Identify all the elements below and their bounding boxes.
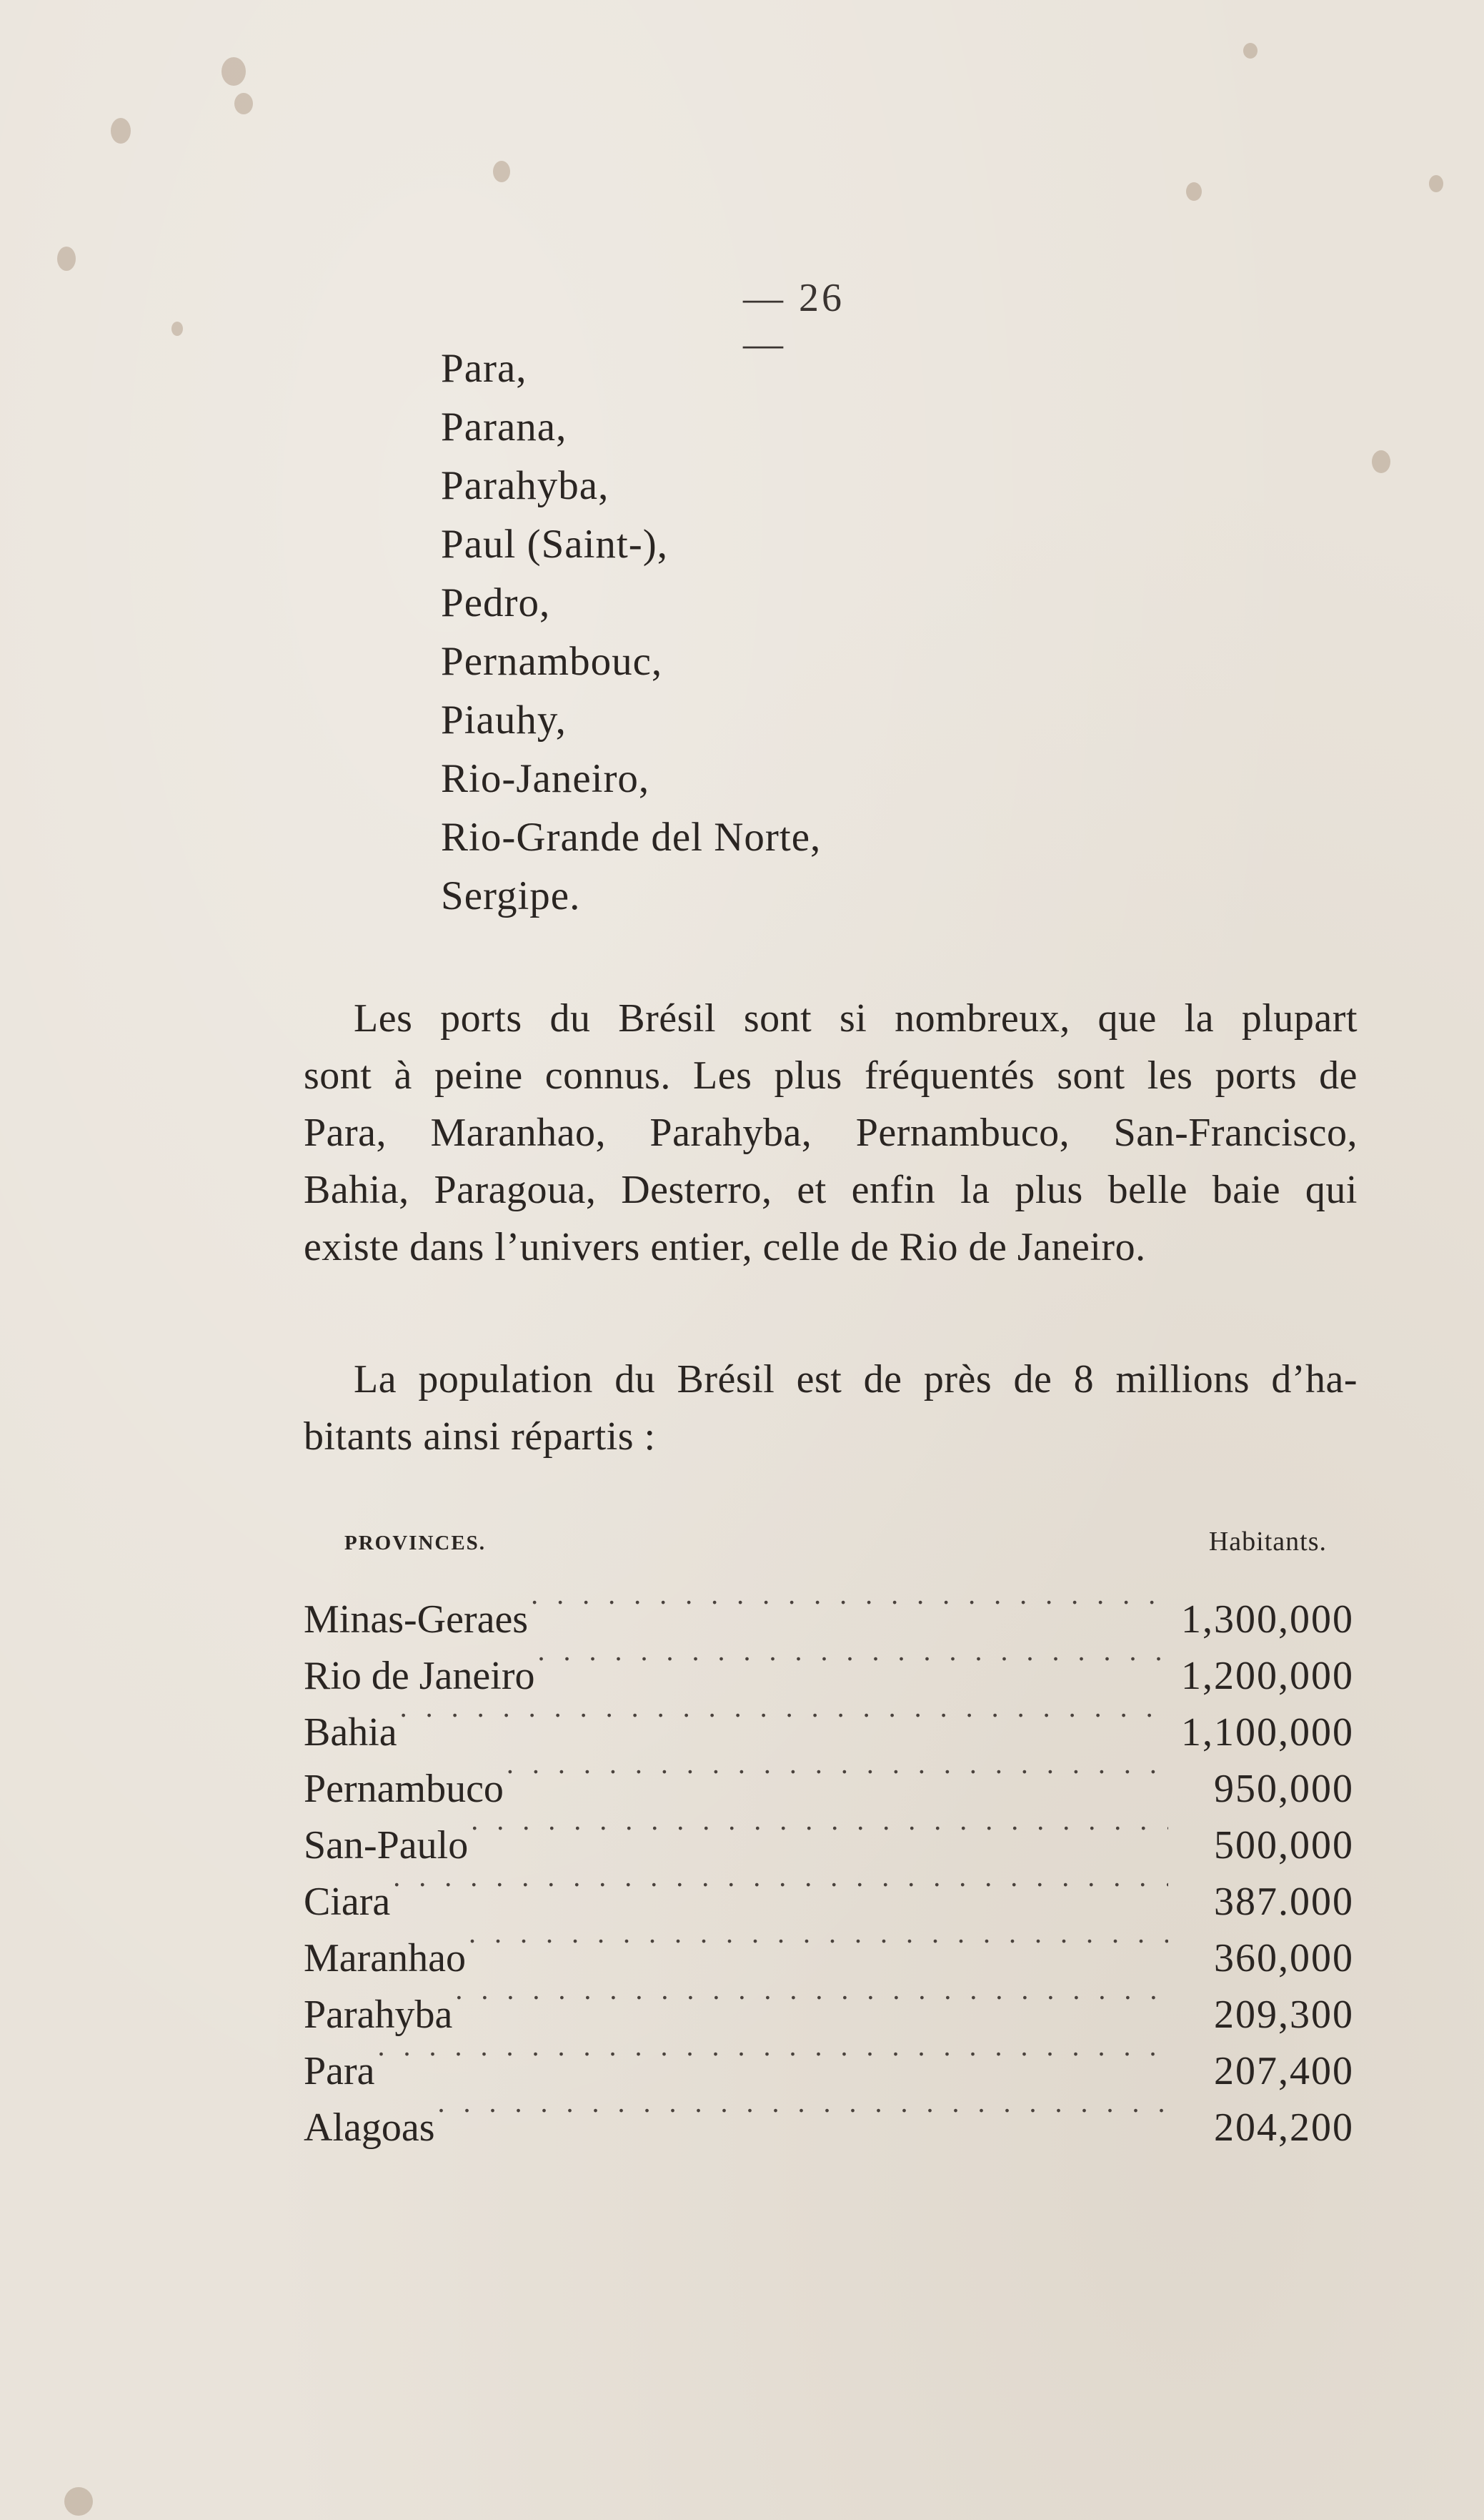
page-number: — 26 — bbox=[743, 276, 845, 366]
dot-leader bbox=[471, 1802, 1168, 1858]
table-row bbox=[304, 1632, 1354, 1698]
list-item: Parana, bbox=[441, 405, 567, 450]
province-name: Bahia bbox=[304, 1710, 397, 1755]
population-paragraph bbox=[304, 1351, 1358, 1465]
province-name: Minas-Geraes bbox=[304, 1597, 529, 1642]
table-row bbox=[304, 1971, 1354, 2037]
dot-leader bbox=[378, 2028, 1168, 2084]
province-name: Para bbox=[304, 2049, 375, 2093]
list-item: Pedro, bbox=[441, 580, 551, 625]
foxing-spot bbox=[171, 322, 183, 336]
population-value: 1,100,000 bbox=[1181, 1710, 1354, 1755]
table-row bbox=[304, 1745, 1354, 1811]
province-name: Parahyba bbox=[304, 1993, 453, 2037]
dot-leader bbox=[469, 1915, 1168, 1971]
population-value: 1,300,000 bbox=[1181, 1597, 1354, 1642]
provinces-column-header: PROVINCES. bbox=[344, 1532, 487, 1554]
table-row bbox=[304, 1576, 1354, 1642]
population-value: 500,000 bbox=[1214, 1823, 1354, 1867]
province-name: Alagoas bbox=[304, 2105, 435, 2150]
dot-leader bbox=[393, 1858, 1168, 1915]
foxing-spot bbox=[57, 247, 76, 271]
list-item: Parahyba, bbox=[441, 463, 609, 508]
population-value: 209,300 bbox=[1214, 1993, 1354, 2037]
table-row bbox=[304, 2084, 1354, 2150]
text-line: La population du Brésil est de près de 8 millions d’ha- bbox=[354, 1357, 1358, 1402]
habitants-column-header: Habitants. bbox=[1208, 1527, 1327, 1557]
text-line: Les ports du Brésil sont si nombreux, que la plupart bbox=[354, 996, 1358, 1041]
text-line: sont à peine connus. Les plus fréquentés sont les ports de bbox=[304, 1053, 1358, 1098]
foxing-spot bbox=[1243, 43, 1258, 59]
list-item: Sergipe. bbox=[441, 873, 581, 918]
province-name: Pernambuco bbox=[304, 1767, 504, 1811]
table-row bbox=[304, 1689, 1354, 1755]
table-row bbox=[304, 1858, 1354, 1924]
foxing-spot bbox=[221, 57, 246, 86]
population-value: 360,000 bbox=[1214, 1936, 1354, 1980]
population-value: 387.000 bbox=[1214, 1880, 1354, 1924]
province-name: San-Paulo bbox=[304, 1823, 469, 1867]
text-line: Bahia, Paragoua, Desterro, et enfin la plus belle baie qui bbox=[304, 1168, 1358, 1212]
foxing-spot bbox=[1186, 182, 1202, 201]
foxing-spot bbox=[234, 93, 253, 114]
text-line: Para, Maranhao, Parahyba, Pernambuco, San-Francisco, bbox=[304, 1111, 1358, 1155]
dot-leader bbox=[455, 1971, 1168, 2028]
foxing-spot bbox=[1429, 175, 1443, 192]
list-item: Rio-Janeiro, bbox=[441, 756, 650, 801]
dot-leader bbox=[438, 2084, 1168, 2140]
list-item: Paul (Saint-), bbox=[441, 522, 668, 567]
population-value: 207,400 bbox=[1214, 2049, 1354, 2093]
dot-leader bbox=[531, 1576, 1168, 1632]
list-item: Rio-Grande del Norte, bbox=[441, 815, 822, 860]
ports-paragraph bbox=[304, 990, 1358, 1276]
places-list bbox=[441, 339, 821, 926]
foxing-spot bbox=[493, 161, 510, 182]
population-value: 950,000 bbox=[1214, 1767, 1354, 1811]
foxing-spot bbox=[111, 118, 131, 144]
foxing-spot bbox=[64, 2487, 93, 2516]
province-name: Maranhao bbox=[304, 1936, 467, 1980]
population-table bbox=[304, 1576, 1354, 2150]
dot-leader bbox=[400, 1689, 1168, 1745]
province-name: Rio de Janeiro bbox=[304, 1654, 535, 1698]
province-name: Ciara bbox=[304, 1880, 391, 1924]
table-row bbox=[304, 2028, 1354, 2093]
table-row bbox=[304, 1802, 1354, 1867]
text-line: bitants ainsi répartis : bbox=[304, 1414, 656, 1459]
table-row bbox=[304, 1915, 1354, 1980]
dot-leader bbox=[507, 1745, 1168, 1802]
population-value: 204,200 bbox=[1214, 2105, 1354, 2150]
text-line: existe dans l’univers entier, celle de Rio de Janeiro. bbox=[304, 1225, 1146, 1269]
list-item: Piauhy, bbox=[441, 698, 567, 743]
foxing-spot bbox=[1372, 450, 1390, 473]
list-item: Pernambouc, bbox=[441, 639, 663, 684]
population-value: 1,200,000 bbox=[1181, 1654, 1354, 1698]
dot-leader bbox=[537, 1632, 1168, 1689]
list-item: Para, bbox=[441, 346, 527, 391]
table-header bbox=[344, 1526, 1327, 1569]
